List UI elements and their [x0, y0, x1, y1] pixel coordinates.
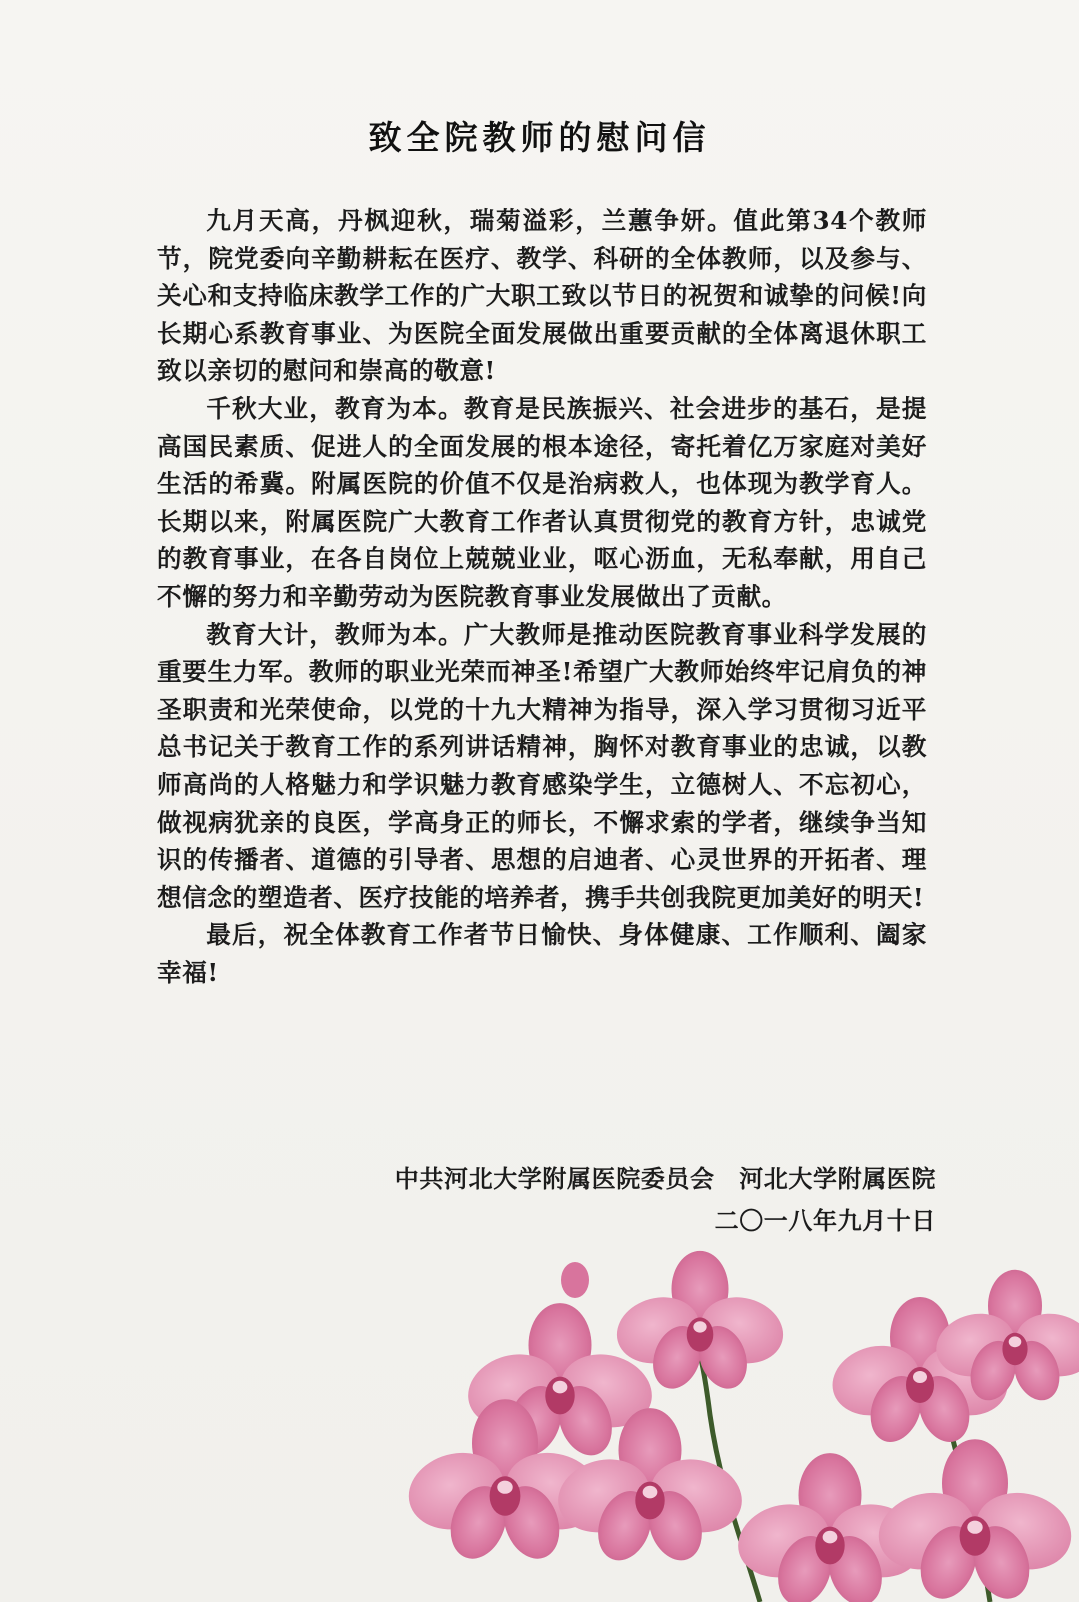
paragraph-1: 九月天高，丹枫迎秋，瑞菊溢彩，兰蕙争妍。值此第34个教师节，院党委向辛勤耕耘在医疗、教学、科研的全体教师，以及参与、关心和支持临床教学工作的广大职工致以节日的祝贺和诚挚的问候!向长期心系教育事业、为医院全面发展做出重要贡献的全体离退休职工致以亲切的慰问和崇高的敬意! — [157, 206, 927, 386]
orchid-flowers-image — [400, 1235, 1079, 1602]
signature-organizations: 中共河北大学附属医院委员会 河北大学附属医院 — [394, 1164, 936, 1193]
paragraph-2: 千秋大业，教育为本。教育是民族振兴、社会进步的基石，是提高国民素质、促进人的全面发展的根本途径，寄托着亿万家庭对美好生活的希冀。附属医院的价值不仅是治病救人，也体现为教学育人。长期以来，附属医院广大教育工作者认真贯彻党的教育方针，忠诚党的教育事业，在各自岗位上兢兢业业，呕心沥血，无私奉献，用自己不懈的努力和辛勤劳动为医院教育事业发展做出了贡献。 — [157, 393, 927, 611]
letter-body — [157, 202, 927, 991]
paragraph-3: 教育大计，教师为本。广大教师是推动医院教育事业科学发展的重要生力军。教师的职业光荣而神圣!希望广大教师始终牢记肩负的神圣职责和光荣使命，以党的十九大精神为指导，深入学习贯彻习近平总书记关于教育工作的系列讲话精神，胸怀对教育事业的忠诚，以教师高尚的人格魅力和学识魅力教育感染学生，立德树人、不忘初心，做视病犹亲的良医，学高身正的师长，不懈求索的学者，继续争当知识的传播者、道德的引导者、思想的启迪者、心灵世界的开拓者、理想信念的塑造者、医疗技能的培养者，携手共创我院更加美好的明天! — [157, 619, 927, 912]
letter-title: 致全院教师的慰问信 — [368, 118, 711, 157]
paragraph-4: 最后，祝全体教育工作者节日愉快、身体健康、工作顺利、阖家幸福! — [157, 920, 927, 987]
signature-block — [395, 1158, 936, 1242]
signature-date: 二〇一八年九月十日 — [714, 1206, 936, 1235]
